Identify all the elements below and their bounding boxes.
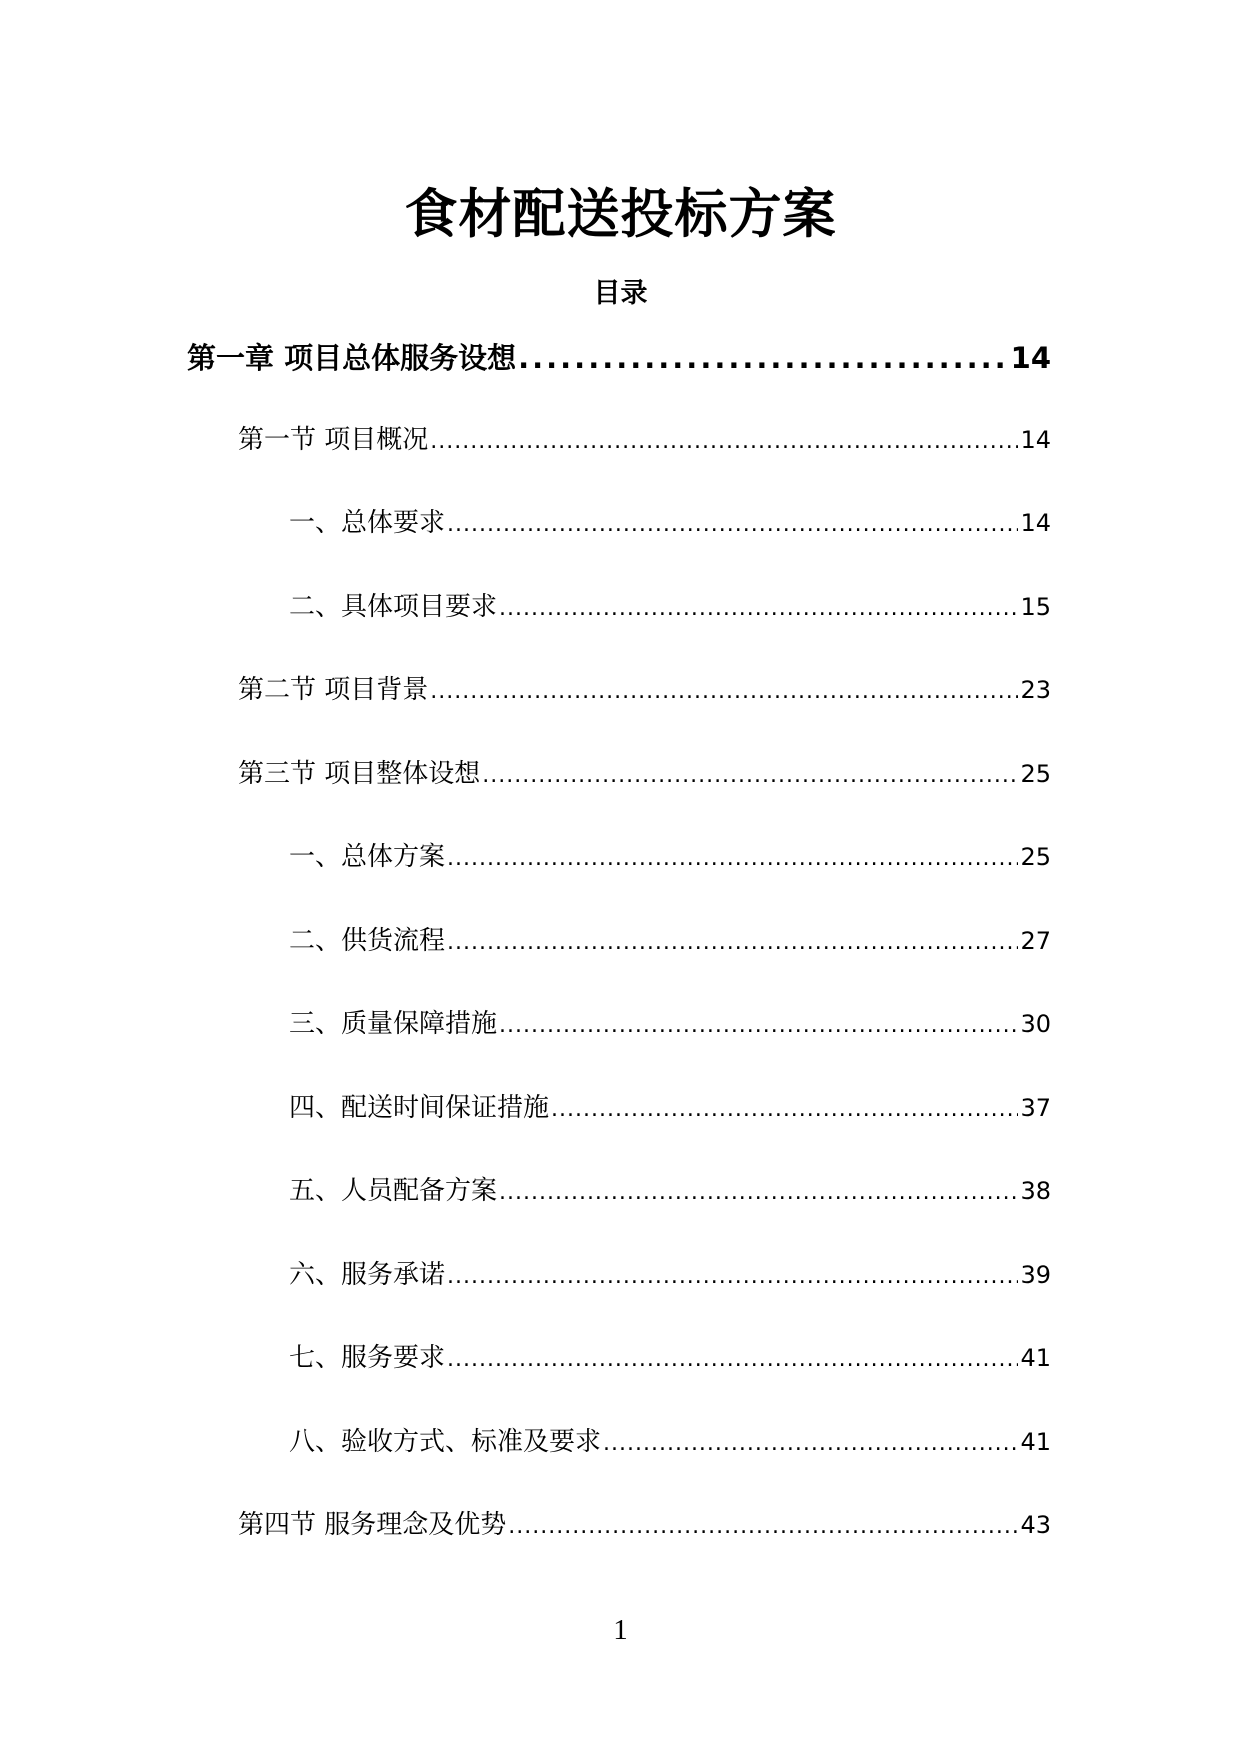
- toc-entry-page: 27: [1020, 927, 1051, 955]
- toc-entry-section-4[interactable]: [238, 1507, 1051, 1545]
- toc-leader: [447, 1259, 1018, 1295]
- toc-heading: 目录: [593, 278, 648, 309]
- toc-entry-page: 41: [1020, 1344, 1051, 1372]
- toc-leader: [447, 1342, 1018, 1378]
- toc-entry-label: 二、供货流程: [289, 926, 446, 956]
- toc-entry-label: 第一节 项目概况: [238, 425, 429, 455]
- toc-entry-label: 一、总体方案: [289, 842, 446, 872]
- toc-entry-item[interactable]: [289, 1340, 1051, 1378]
- toc-entry-page: 43: [1020, 1511, 1051, 1539]
- toc-entry-label: 五、人员配备方案: [289, 1176, 498, 1206]
- toc-entry-page: 37: [1020, 1094, 1051, 1122]
- toc-entry-item[interactable]: [289, 1090, 1051, 1128]
- toc-leader: [551, 1092, 1018, 1128]
- toc-entry-item[interactable]: [289, 1173, 1051, 1211]
- toc-leader: [482, 758, 1018, 794]
- toc-leader: [447, 925, 1018, 961]
- toc-leader: [499, 1175, 1018, 1211]
- toc-entry-label: 第四节 服务理念及优势: [238, 1510, 507, 1540]
- toc-leader: [447, 507, 1018, 543]
- toc-entry-page: 14: [1020, 509, 1051, 537]
- toc-leader: [447, 841, 1018, 877]
- toc-entry-item[interactable]: [289, 1424, 1051, 1462]
- document-title: 食材配送投标方案: [404, 184, 837, 245]
- toc-leader: [430, 424, 1018, 460]
- toc-entry-label: 第二节 项目背景: [238, 675, 429, 705]
- toc-entry-section-2[interactable]: [238, 672, 1051, 710]
- toc-leader: [430, 674, 1018, 710]
- toc-entry-page: 25: [1020, 843, 1051, 871]
- toc-entry-page: 39: [1020, 1261, 1051, 1289]
- toc-entry-chapter-1[interactable]: [187, 338, 1051, 378]
- toc-entry-page: 14: [1020, 426, 1051, 454]
- toc-entry-item[interactable]: [289, 1257, 1051, 1295]
- page-number: 1: [613, 1614, 628, 1646]
- toc-leader: [499, 1008, 1018, 1044]
- toc-leader: [499, 591, 1018, 627]
- toc-entry-label: 三、质量保障措施: [289, 1009, 498, 1039]
- toc-entry-page: 38: [1020, 1177, 1051, 1205]
- toc-leader: [508, 1509, 1018, 1545]
- toc-entry-item[interactable]: [289, 505, 1051, 543]
- toc-entry-section-1[interactable]: [238, 422, 1051, 460]
- toc-entry-label: 第一章 项目总体服务设想: [187, 341, 517, 375]
- toc-entry-section-3[interactable]: [238, 756, 1051, 794]
- toc-entry-label: 七、服务要求: [289, 1343, 446, 1373]
- toc-entry-item[interactable]: [289, 1006, 1051, 1044]
- toc-entry-item[interactable]: [289, 839, 1051, 877]
- toc-entry-page: 25: [1020, 760, 1051, 788]
- toc-leader: [603, 1426, 1018, 1462]
- toc-entry-page: 14: [1010, 341, 1051, 375]
- toc-entry-page: 23: [1020, 676, 1051, 704]
- toc-entry-page: 41: [1020, 1428, 1051, 1456]
- toc-entry-label: 四、配送时间保证措施: [289, 1093, 550, 1123]
- toc-entry-item[interactable]: [289, 589, 1051, 627]
- toc-entry-label: 二、具体项目要求: [289, 592, 498, 622]
- toc-entry-label: 第三节 项目整体设想: [238, 759, 481, 789]
- toc-entry-item[interactable]: [289, 923, 1051, 961]
- toc-leader: [518, 338, 1009, 378]
- toc-entry-page: 30: [1020, 1010, 1051, 1038]
- toc-entry-label: 八、验收方式、标准及要求: [289, 1427, 602, 1457]
- toc-entry-page: 15: [1020, 593, 1051, 621]
- toc-entry-label: 一、总体要求: [289, 508, 446, 538]
- toc-entry-label: 六、服务承诺: [289, 1260, 446, 1290]
